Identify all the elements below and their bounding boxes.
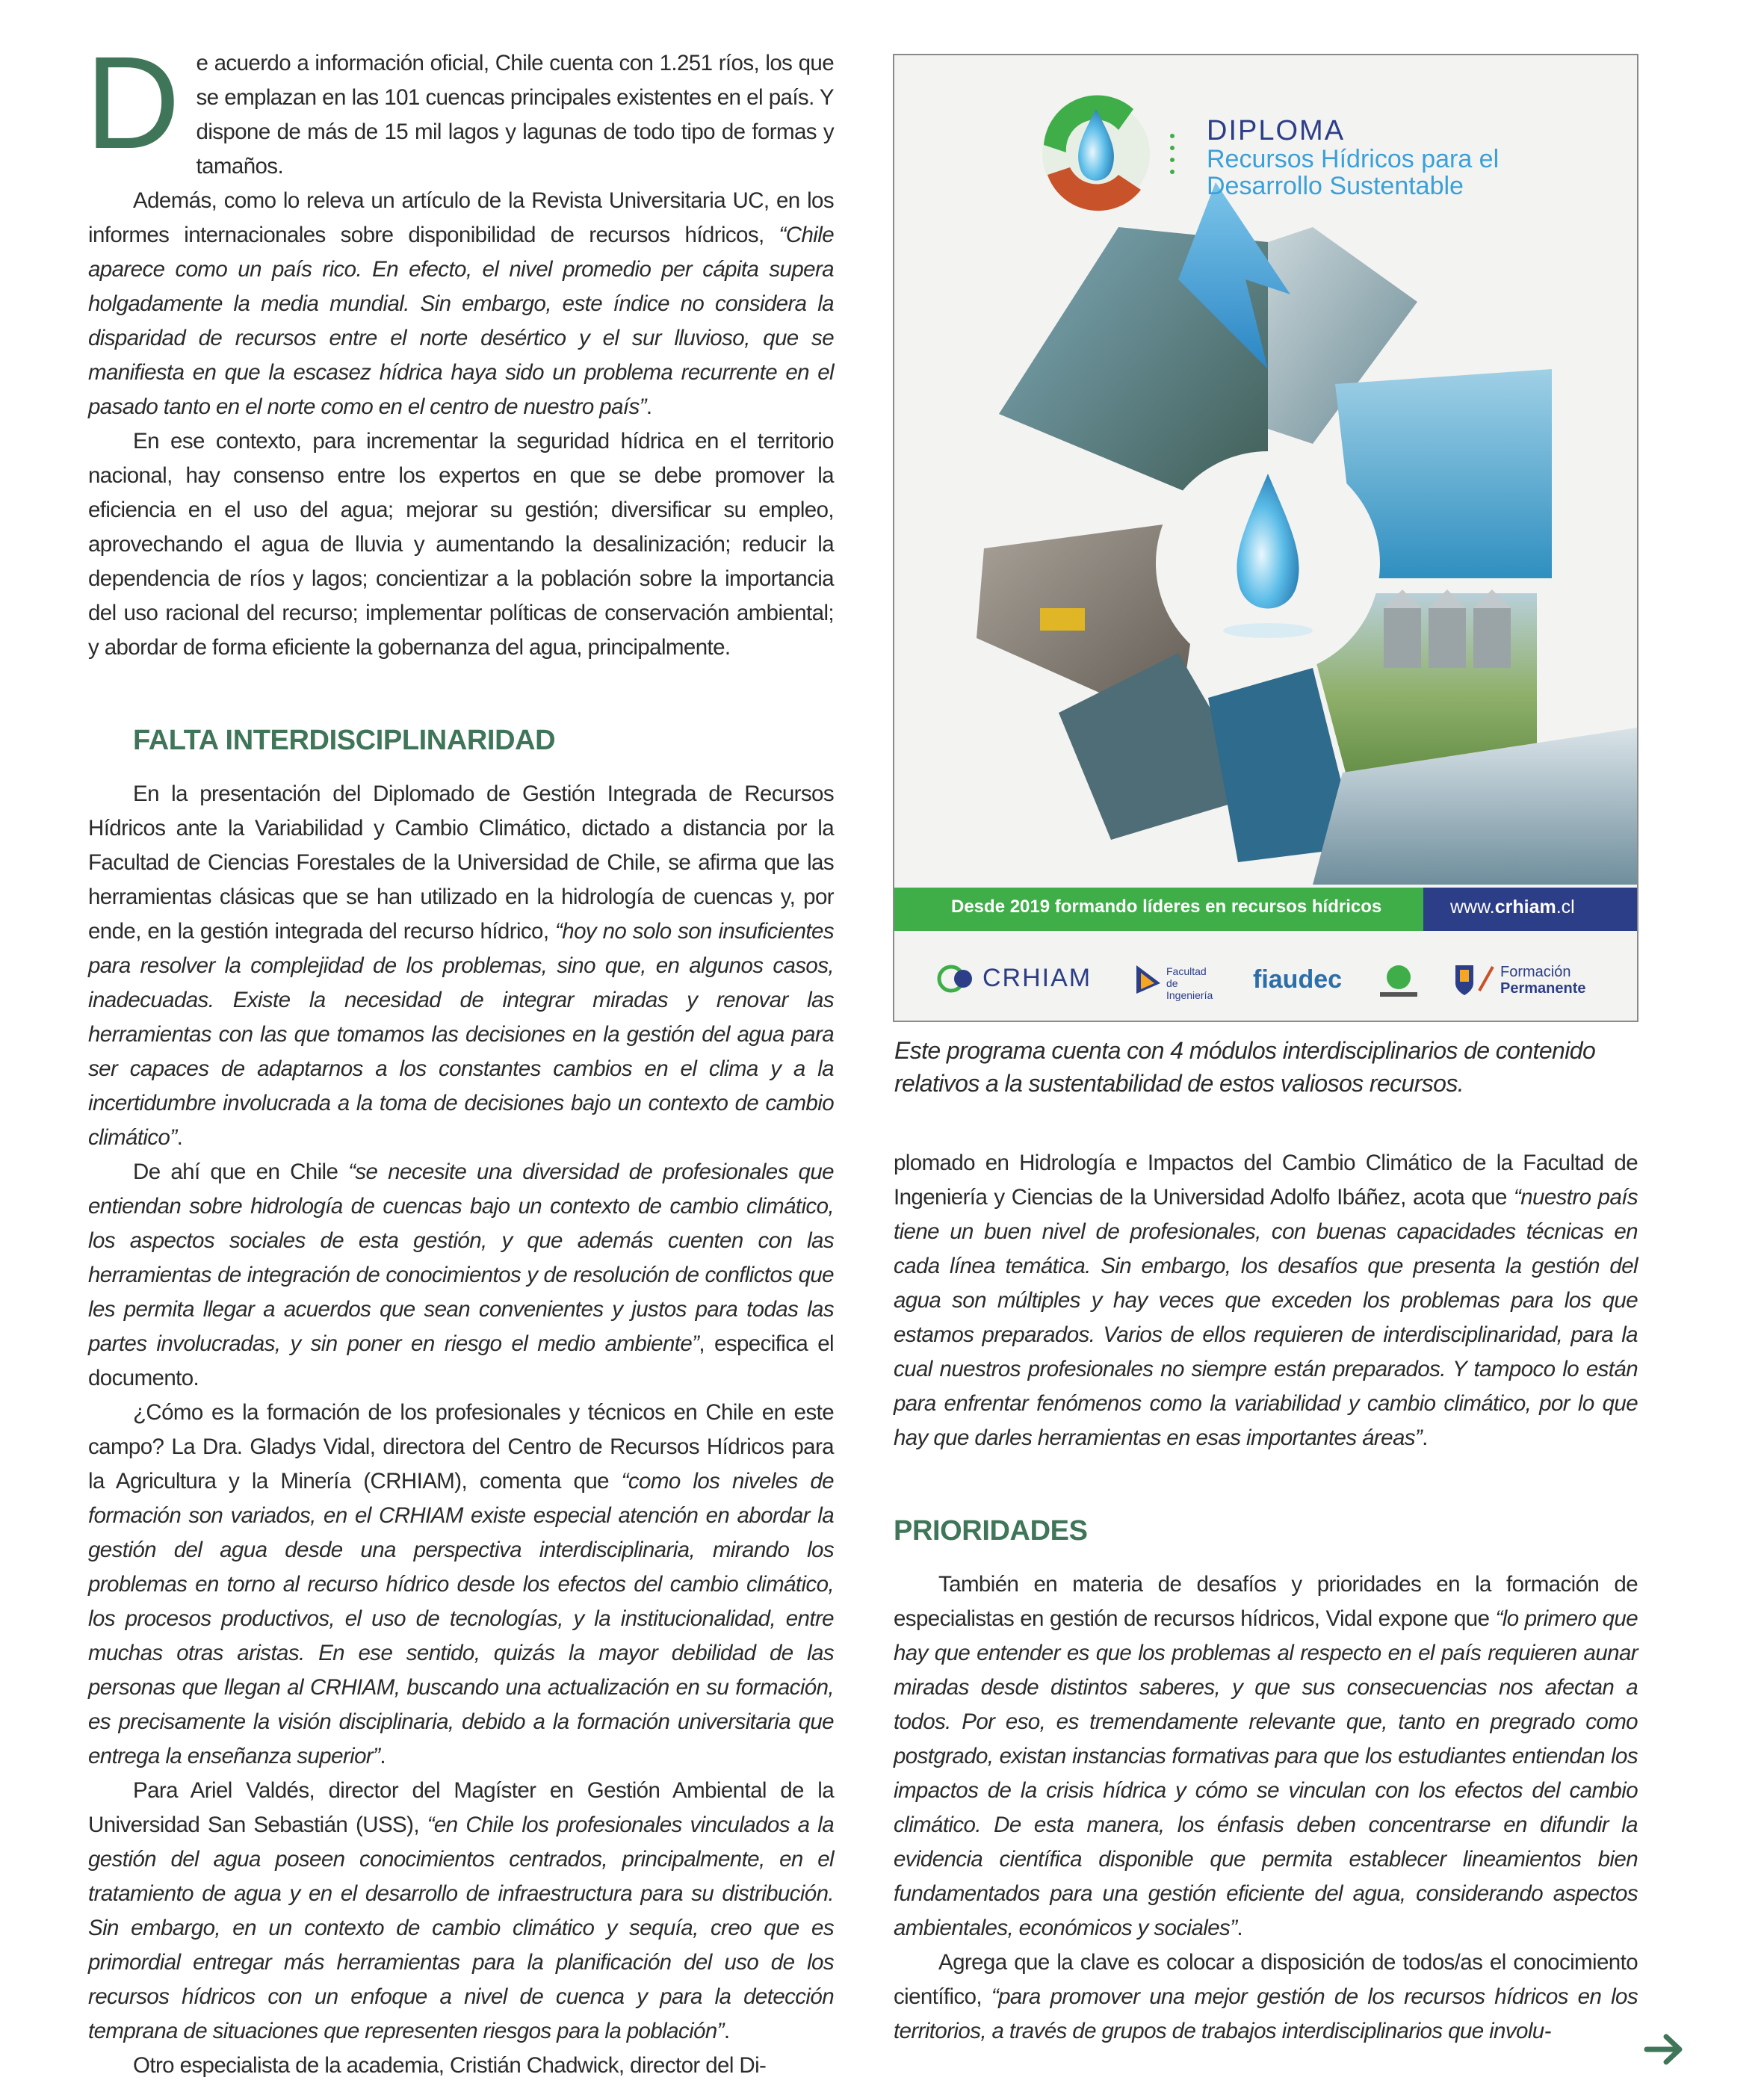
udec-shield-icon <box>1451 961 1499 998</box>
paragraph: plomado en Hidrología e Impactos del Cambio Climático de la Facultad de Ingeniería y Ciencias de la Universidad Adolfo Ibáñez, acota que “nuestro país tiene un buen nivel de profesionales, con buenas capacidades técnicas en cada línea temática. Sin embargo, los desafíos que presenta la gestión del agua son múltiples y hay veces que exceden los problemas para los que estamos preparados. Varios de ellos requieren de interdisciplinaridad, para la cual nuestros profesionales no siempre están preparados. Y tampoco lo están para enfrentar fenómenos como la variabilidad y cambio climático, por lo que hay que darles herramientas en esas importantes áreas”. <box>894 1151 1638 1450</box>
poster-banner <box>894 888 1637 931</box>
ingenieria-emblem-icon <box>1133 961 1163 998</box>
poster-title: DIPLOMA <box>1207 115 1346 146</box>
crhiam-logo: CRHIAM <box>935 961 980 1006</box>
drop-cap: D <box>85 30 180 176</box>
paragraph: Además, como lo releva un artículo de la Revista Universitaria UC, en los informes internacionales sobre disponibilidad de recursos hídricos, “Chile aparece como un país rico. En efecto, el nivel promedio per cápita supera holgadamente la media mundial. Sin embargo, este índice no considera la disparidad de recursos entre el norte desértico y el sur lluvioso, que se manifiesta en que la escasez hídrica haya sido un problema recurrente en el pasado tanto en el norte como en el centro de nuestro país”. <box>88 188 834 419</box>
article-left-column <box>85 30 834 2083</box>
continue-arrow-icon <box>1644 2031 1686 2068</box>
paragraph: Para Ariel Valdés, director del Magíster en Gestión Ambiental de la Universidad San Sebastián (USS), “en Chile los profesionales vinculados a la gestión del agua poseen conocimientos centrados, principalmente, en el tratamiento de agua y en el desarrollo de infraestructura para su distribución. Sin embargo, en un contexto de cambio climático y sequía, creo que es primordial entregar más herramientas para la planificación del uso de los recursos hídricos con un enfoque a nivel de cuenca y para la detección temprana de situaciones que representen riesgos para la población”. <box>88 1778 834 2043</box>
section-heading: FALTA INTERDISCIPLINARIDAD <box>133 725 556 756</box>
banner-green-band <box>894 888 1423 931</box>
water-uses-ring <box>977 182 1637 885</box>
diploma-poster: DIPLOMA Recursos Hídricos para el Desarrollo Sustentable Desde 2019 formando líderes en recursos hídricos www.crhiam.cl CRHIAM Facultad de Ingeniería fiaudec Formación Permanente <box>893 54 1638 1022</box>
formacion-permanente-logo: Formación Permanente <box>1451 961 1499 1006</box>
paragraph: De ahí que en Chile “se necesite una diversidad de profesionales que entiendan sobre hidrología de cuencas bajo un contexto de cambio climático, los aspectos sociales de esta gestión, y que además cuenten con las herramientas de integración de conocimientos y de resolución de conflictos que les permita llegar a acuerdos que sean convenientes y justos para todas las partes involucradas, y sin poner en riesgo el medio ambiente”, especifica el documento. <box>88 1160 834 1390</box>
paragraph: ¿Cómo es la formación de los profesionales y técnicos en Chile en este campo? La Dra. Gladys Vidal, directora del Centro de Recursos Hídricos para la Agricultura y la Minería (CRHIAM), comenta que “como los niveles de formación son variados, en el CRHIAM existe especial atención en abordar la gestión del agua desde una perspectiva interdisciplinaria, mirando los problemas en torno al recurso hídrico desde los efectos del cambio climático, los procesos productivos, el uso de tecnologías, y la institucionalidad, entre muchas otras aristas. En ese sentido, quizás la mayor debilidad de las personas que llegan al CRHIAM, buscando una actualización en su formación, es precisamente la visión disciplinaria, debido a la formación universitaria que entrega la enseñanza superior”. <box>88 1400 834 1768</box>
poster-subtitle: Recursos Hídricos para el <box>1207 145 1500 173</box>
paragraph: En ese contexto, para incrementar la seguridad hídrica en el territorio nacional, hay consenso entre los expertos en que se debe promover la eficiencia en el uso del agua; mejorar su gestión; diversificar su empleo, aprovechando el agua de lluvia y aumentando la desalinización; reducir la dependencia de ríos y lagos; concientizar a la población sobre la importancia del uso racional del recurso; implementar políticas de conservación ambiental; y abordar de forma eficiente la gobernanza del agua, principalmente. <box>88 429 834 660</box>
banner-url: www.crhiam.cl <box>1450 897 1575 917</box>
banner-text: Desde 2019 formando líderes en recursos hídricos <box>951 897 1382 917</box>
ciencias-ambientales-logo <box>1372 961 1425 1006</box>
poster-caption: Este programa cuenta con 4 módulos interdisciplinarios de contenido relativos a la sustentabilidad de estos valiosos recursos. <box>894 1037 1596 1097</box>
diploma-logo-icon <box>1042 95 1175 211</box>
facultad-ingenieria-logo: Facultad de Ingeniería <box>1133 961 1163 1006</box>
paragraph: Agrega que la clave es colocar a disposición de todos/as el conocimiento científico, “para promover una mejor gestión de los recursos hídricos en los territorios, a través de grupos de trabajos interdisciplinarios que involu- <box>894 1950 1638 2043</box>
ciencias-ambientales-emblem-icon <box>1372 961 1425 1006</box>
crhiam-emblem-icon <box>935 961 980 998</box>
paragraph: Otro especialista de la academia, Cristián Chadwick, director del Di- <box>133 2053 767 2078</box>
paragraph-intro: De acuerdo a información oficial, Chile cuenta con 1.251 ríos, los que se emplazan en las 101 cuencas principales existentes en el país. Y dispone de más de 15 mil lagos y lagunas de todo tipo de formas y tamaños. <box>85 30 834 179</box>
poster-subtitle: Desarrollo Sustentable <box>1207 172 1464 200</box>
article-right-column <box>894 1146 1638 2049</box>
section-heading: PRIORIDADES <box>894 1515 1088 1547</box>
paragraph: En la presentación del Diplomado de Gestión Integrada de Recursos Hídricos ante la Variabilidad y Cambio Climático, dictado a distancia por la Facultad de Ciencias Forestales de la Universidad de Chile, se afirma que las herramientas clásicas que se han utilizado en la hidrología de cuencas y, por ende, en la gestión integrada del recurso hídrico, “hoy no solo son insuficientes para resolver la complejidad de los problemas, sino que, en algunos casos, inadecuadas. Existe la necesidad de integrar miradas y renovar las herramientas con las que tomamos las decisiones en la gestión del agua para ser capaces de adaptarnos a los constantes cambios en el clima y a la incertidumbre involucrada a la toma de decisiones bajo un contexto de cambio climático”. <box>88 781 834 1150</box>
paragraph: También en materia de desafíos y prioridades en la formación de especialistas en gestión de recursos hídricos, Vidal expone que “lo primero que hay que entender es que los problemas al respecto en el país requieren aunar miradas desde distintos saberes, y que sus consecuencias nos afectan a todos. Por eso, es tremendamente relevante que, tanto en pregrado como postgrado, existan instancias formativas para que los estudiantes entiendan los impactos de la crisis hídrica y cómo se vinculan con los efectos del cambio climático. De esta manera, los énfasis deben concentrarse en difundir la evidencia científica disponible que permita establecer lineamientos bien fundamentados para una gestión eficiente del agua, considerando aspectos ambientales, económicos y sociales”. <box>894 1572 1638 1940</box>
